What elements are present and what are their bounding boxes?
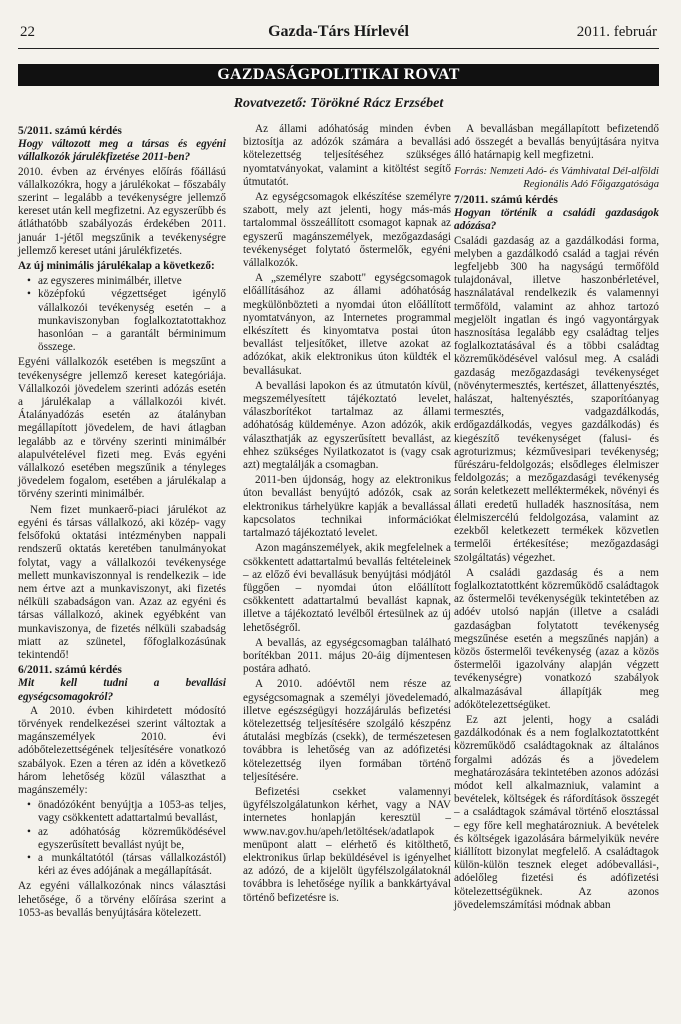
- section-editor: Rovatvezető: Törökné Rácz Erzsébet: [233, 96, 444, 111]
- question-7-heading: 7/2011. számú kérdés: [454, 194, 558, 207]
- paragraph: 2010. évben az érvényes előírás főállású vállalkozókra, hogy a járulékokat – főszabály szerint – legalább a tevékenységre jellemző kereset után kell megfizetni. Az egyszerűbb és átláthatóbb szabályozás érdekében 2011. január 1-jétől megszűnik a tevékenységre jellemző kereset utáni járulékfizetés.: [18, 165, 226, 257]
- paragraph: Befizetési csekket valamennyi ügyfélszolgálatunkon kérhet, vagy a NAV internetes honlapján keresztül – www.nav.gov.hu/apeh/letöltések/adatlapok menüpont alatt – elérhető és kitölthető, elektronikus űrlap beküldésével is igényelhet az adózó, de a kijelölt ügyfélszolgálatoknál továbbra is lehetősége nyílik a bankkártyával történő befizetésre is.: [243, 785, 451, 904]
- column-1: [18, 123, 226, 922]
- paragraph: Nem fizet munkaerő-piaci járulékot az egyéni és társas vállalkozó, aki közép- vagy felsőfokú oktatási intézményben nappali rendszerű oktatás keretében tanulmányokat folytat, vagy a vállalkozói tevékenysége mellett munkaviszonnyal is rendelkezik – ide nem értve azt a munkaviszonyt, aki fizetés nélküli szabadságon van. Azaz az egyéni és társas vállalkozó, akinek egyébként van munkaviszonya, de fizetés nélküli szabadság miatt az szünetel, főfoglalkozásúnak tekintendő!: [18, 503, 226, 661]
- question-6-heading: 6/2011. számú kérdés: [18, 664, 122, 677]
- bullet-list: [18, 275, 226, 354]
- column-2: [243, 123, 451, 907]
- paragraph: Az állami adóhatóság minden évben biztosítja az adózók számára a bevallási kötelezettség teljesítéséhez szükséges nyomtatványokat, valamint a kitöltést segítő útmutatót.: [243, 123, 451, 188]
- paragraph: 2011-ben újdonság, hogy az elektronikus úton bevallást benyújtó adózók, csak az elektronikus tárhelyükre kapják a bevallással kapcsolatos technikai információkat tartalmazó tájékoztató levelet.: [243, 474, 451, 540]
- list-item: • önadózóként benyújtja a 1053-as teljes, vagy csökkentett adattartalmú bevallást,: [38, 799, 226, 825]
- list-item: • az egyszeres minimálbér, illetve: [38, 275, 226, 288]
- question-5-heading: 5/2011. számú kérdés: [18, 125, 122, 137]
- issue-date: 2011. február: [576, 24, 657, 40]
- paragraph: Azon magánszemélyek, akik megfelelnek a csökkentett adattartalmú bevallás feltételeinek – az előző évi bevallásuk benyújtási módjától függően – nyomdai úton előállított csökkentett adattartalmú bevallást kapnak, illetve a tájékoztató levélből értesülnek az új lehetőségről.: [243, 542, 451, 634]
- page-number: 22: [20, 24, 35, 40]
- paragraph: Családi gazdaság az a gazdálkodási forma, melyben a gazdálkodó család a tagjai révén legfeljebb 300 ha nagyságú termőföld tulajdonával, illetve haszonbérletével, használatával rendelkezik és valamennyi termőföld, valamint az ahhoz tartozó megjelölt ingatlan és ingó vagyontárgyak hasznosítása legalább egy családtag teljes foglalkoztatásával és a többi családtag közreműködésével valósul meg. A családi gazdaság mezőgazdasági tevékenységet (növénytermesztés, kertészet, állattenyésztés, halászat, haltenyésztés, szaporítóanyag termesztés, vadgazdálkodás, erdőgazdálkodás, vegyes gazdálkodás) és kiegészítő tevékenységet (falusi- és agroturizmus; kézművesipari tevékenység; fűrészáru-feldolgozás; elsődleges élelmiszer feldolgozás; a mezőgazdasági tevékenység során keletkezett melléktermékek, növényi és állati eredetű hulladék hasznosítása, nem élelmiszercélú feldolgozása, valamint az ezekből keletkezett termékek közvetlen termelői értékesítése; mezőgazdasági szolgáltatás) végezhet.: [454, 234, 659, 564]
- paragraph: A 2010. adóévtől nem része az egységcsomagnak a személyi jövedelemadó, illetve egészségügyi hozzájárulás befizetési kötelezettség teljesítésére szolgáló készpénz átutalási megbízás (csekk), de természetesen továbbra is lehetőség van az adófizetési kötelezettség ilyen formában történő teljesítésére.: [243, 678, 451, 783]
- column-3: [454, 123, 659, 914]
- paragraph: A családi gazdaság és a nem foglalkoztatottként közreműködő családtagok az őstermelői tevékenységük tekintetében az adóév utolsó napján (illetve a családi gazdaságban folytatott tevékenység megszűnése esetén a megszűnés napján) a közös őstermelői tevékenység (azaz a közös őstermelői igazolvány alapján végzett tevékenységre) vonatkozó szabályok alkalmazásával állapítják meg adókötelezettségüket.: [454, 566, 659, 711]
- paragraph-lead: Az új minimális járulékalap a következő:: [18, 260, 215, 273]
- page-header: [18, 20, 659, 49]
- paragraph: A bevallásban megállapított befizetendő adó összegét a bevallás benyújtására nyitva álló határnapig kell megfizetni.: [454, 123, 659, 162]
- source-note: Forrás: Nemzeti Adó- és Vámhivatal Dél-alföldi Regionális Adó Főigazgatósága: [454, 165, 659, 190]
- paragraph: Az egyéni vállalkozónak nincs választási lehetősége, ő a törvény előírása szerint a 1053-as bevallás benyújtására kötelezett.: [18, 880, 226, 919]
- publication-title: Gazda-Társ Hírlevél: [268, 23, 409, 40]
- paragraph: Az egységcsomagok elkészítése személyre szabott, mely azt jelenti, hogy más-más tartalommal összeállított csomagot kapnak az egyszerű magánszemélyek, mezőgazdasági tevékenységet folytató őstermelők, egyéni vállalkozók.: [243, 191, 451, 270]
- question-5-title: Hogy változott meg a társas és egyéni vállalkozók járulékfizetése 2011-ben?: [18, 138, 226, 164]
- section-banner: GAZDASÁGPOLITIKAI ROVAT: [18, 64, 659, 86]
- paragraph: Ez azt jelenti, hogy a családi gazdálkodónak és a nem foglalkoztatottként közreműködő családtagoknak az általános forgalmi adózás és a jövedelem meghatározására tekintetében azonos adózási módot kell alkalmazniuk, valamint a bevételek, költségek és ráfordítások összegét – a családtagok számával történő elosztással – egy főre kell meghatározniuk. A bevételek és költségek igazolására bármelyikük nevére kiállított bizonylat megfelelő. A családtagok külön-külön tesznek eleget adóbevallási-, adóelőleg fizetési és adófizetési kötelezettségüknek. Az azonos jövedelemszámítási módnak abban: [454, 713, 659, 911]
- paragraph: A 2010. évben kihirdetett módosító törvények rendelkezései szerint változtak a magánszemélyek 2010. évi adóbőtelezettségének teljesítésére vonatkozó szabályok. Ezen a téren az idén a következő három lehetőség közül választhat a magánszemély:: [18, 704, 226, 796]
- list-item: • az adóhatóság közreműködésével egyszerűsített bevallást nyújt be,: [38, 826, 226, 852]
- paragraph: A bevallás, az egységcsomagban található borítékban 2011. május 20-áig díjmentesen postára adható.: [243, 636, 451, 676]
- question-7-title: Hogyan történik a családi gazdaságok adózása?: [454, 207, 659, 233]
- paragraph: A bevallási lapokon és az útmutatón kívül, megszemélyesített tájékoztató levelet, válaszborítékot tartalmaz az állami adóhatóság küldeménye. Azon adózók, akik választhatják az egyszerűsített bevallást, az ehhez szükséges Nyilatkozatot is (vagy csak azt) megtalálják a csomagban.: [243, 379, 451, 472]
- list-item: • a munkáltatótól (társas vállalkozástól) kéri az éves adójának a megállapítását.: [38, 852, 226, 878]
- paragraph: Egyéni vállalkozók esetében is megszűnt a tevékenységre jellemző kereset kategóriája. Vállalkozói jövedelem szerinti adózás esetén a járulékalap a vállalkozói kivét. Átalányadózás esetén az átalányban megállapított jövedelem, de havi átlagban legalább az e törvény szerinti minimálbér alapulvételével fizeti meg. Evás egyéni vállalkozó esetében megszűnik a tényleges jövedelem fogalom, esetében a járulékalap a törvény szerinti minimálbér.: [18, 356, 226, 501]
- list-item: • középfokú végzettséget igénylő vállalkozói tevékenység esetén – a munkaviszonyban foglalkoztatottakhoz hasonlóan – a garantált bérminimum összege.: [38, 288, 226, 354]
- paragraph: A „személyre szabott" egységcsomagok előállításához az állami adóhatóság megkülönbözteti a nyomdai úton előállított nyomtatványon, az Internetes programmal elkészített és kinyomtatva postai úton bevallást teljesítőket, illetve azokat az adózókat, akik elektronikus úton küldték el bevallásukat.: [243, 272, 451, 377]
- bullet-list: [18, 799, 226, 878]
- question-6-title: Mit kell tudni a bevallási egységcsomagokról?: [18, 677, 226, 703]
